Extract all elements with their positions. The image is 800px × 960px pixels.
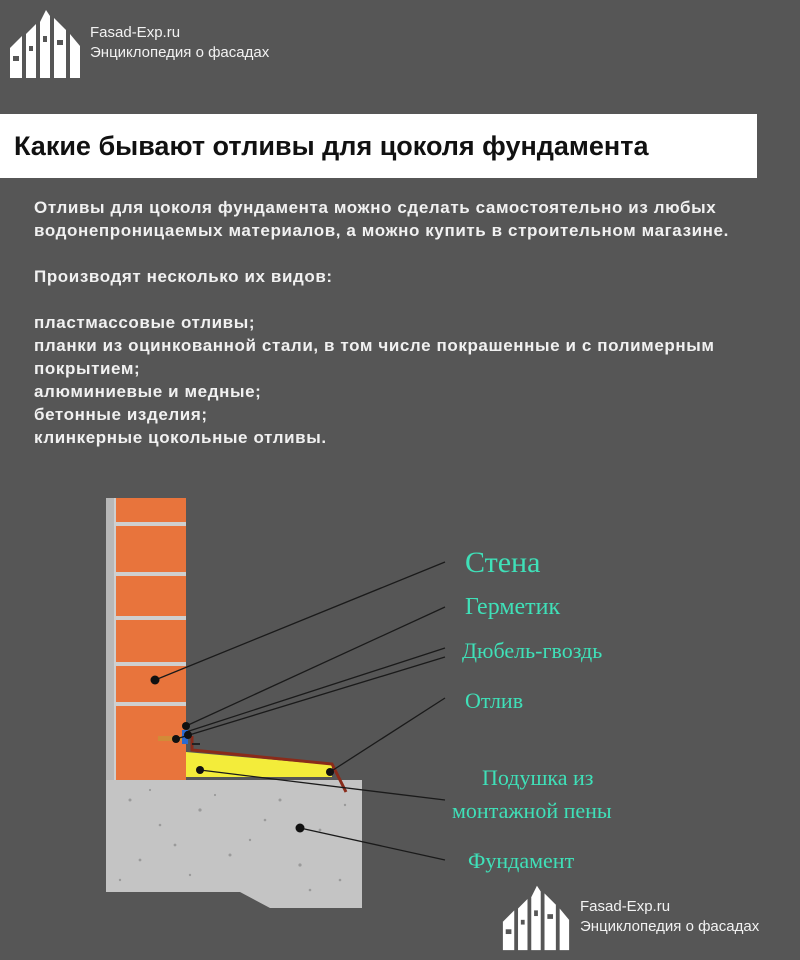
drip-edge-diagram (0, 480, 800, 920)
building-logo-icon (8, 6, 82, 80)
title-bar (0, 114, 757, 178)
brand-site: Fasad-Exp.ru (90, 24, 181, 41)
brand-tagline: Энциклопедия о фасадах (580, 918, 760, 935)
brand-logo-top[interactable] (8, 6, 269, 80)
list-item: пластмассовые отливы; (34, 313, 256, 332)
types-list (34, 311, 764, 449)
brand-tagline: Энциклопедия о фасадах (90, 44, 270, 61)
page-title: Какие бывают отливы для цоколя фундамента (14, 130, 649, 161)
label-foam-line1: Подушка из (482, 765, 594, 790)
article-lead: Производят несколько их видов: (34, 267, 333, 286)
foundation-block (106, 780, 362, 908)
brand-logo-bottom[interactable] (500, 882, 759, 952)
brand-site: Fasad-Exp.ru (580, 898, 671, 915)
label-wall: Стена (465, 546, 541, 579)
article-intro: Отливы для цоколя фундамента можно сделать самостоятельно из любых водонепроницаемых материалов, а можно купить в строительном магазине. (34, 198, 729, 240)
label-foundation: Фундамент (468, 848, 575, 873)
list-item: алюминиевые и медные; (34, 382, 262, 401)
article-text (34, 196, 764, 449)
list-item: клинкерные цокольные отливы. (34, 428, 327, 447)
building-logo-icon (500, 882, 572, 952)
wall-backing (106, 498, 114, 780)
label-foam-line2: монтажной пены (452, 798, 612, 823)
list-item: бетонные изделия; (34, 405, 208, 424)
label-sealant: Герметик (465, 594, 561, 620)
label-dowel: Дюбель-гвоздь (462, 638, 603, 663)
label-drip: Отлив (465, 688, 524, 713)
list-item: планки из оцинкованной стали, в том числе покрашенные и с полимерным покрытием; (34, 336, 715, 378)
dowel-nail (158, 736, 184, 741)
